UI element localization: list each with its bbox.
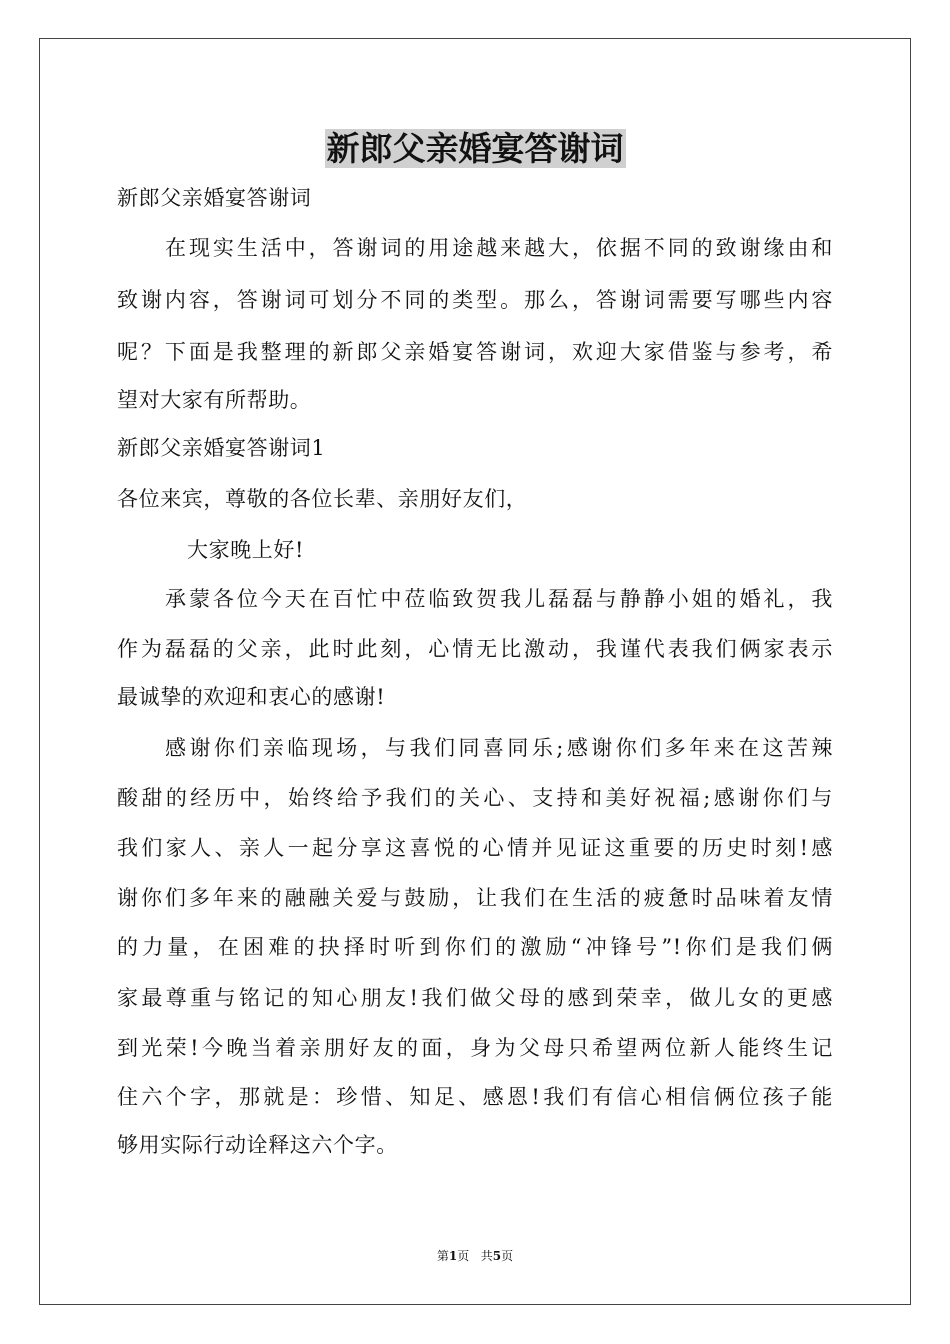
title-highlight: 新郎父亲婚宴答谢词 bbox=[326, 129, 624, 168]
paragraph-1-line: 最诚挚的欢迎和衷心的感谢! bbox=[117, 685, 386, 709]
paragraph-2-line: 我们家人、亲人一起分享这喜悦的心情并见证这重要的历史时刻!感 bbox=[117, 836, 833, 860]
paragraph-2-line: 家最尊重与铭记的知心朋友!我们做父母的感到荣幸，做儿女的更感 bbox=[117, 986, 833, 1010]
paragraph-2-line: 酸甜的经历中，始终给予我们的关心、支持和美好祝福;感谢你们与 bbox=[117, 786, 833, 810]
paragraph-2-line: 的力量，在困难的抉择时听到你们的激励“冲锋号”!你们是我们俩 bbox=[117, 935, 833, 959]
footer-page-prefix: 第 bbox=[436, 1249, 449, 1263]
paragraph-2-line: 谢你们多年来的融融关爱与鼓励，让我们在生活的疲惫时品味着友情 bbox=[117, 886, 833, 910]
intro-line: 致谢内容，答谢词可划分不同的类型。那么，答谢词需要写哪些内容 bbox=[117, 288, 833, 312]
page-border bbox=[39, 38, 911, 1305]
subtitle: 新郎父亲婚宴答谢词 bbox=[117, 186, 312, 210]
greeting: 大家晚上好! bbox=[187, 538, 305, 562]
section-heading: 新郎父亲婚宴答谢词1 bbox=[117, 436, 326, 460]
footer-page-number: 1 bbox=[448, 1249, 458, 1263]
document-title bbox=[0, 126, 950, 172]
paragraph-2-line: 感谢你们亲临现场，与我们同喜同乐;感谢你们多年来在这苦辣 bbox=[165, 736, 833, 760]
paragraph-1-line: 承蒙各位今天在百忙中莅临致贺我儿磊磊与静静小姐的婚礼，我 bbox=[165, 587, 833, 611]
salutation: 各位来宾，尊敬的各位长辈、亲朋好友们， bbox=[117, 487, 528, 511]
paragraph-2-line: 住六个字，那就是：珍惜、知足、感恩!我们有信心相信俩位孩子能 bbox=[117, 1085, 833, 1109]
intro-line: 呢？下面是我整理的新郎父亲婚宴答谢词，欢迎大家借鉴与参考，希 bbox=[117, 340, 833, 364]
intro-line: 在现实生活中，答谢词的用途越来越大，依据不同的致谢缘由和 bbox=[165, 236, 833, 260]
footer-total-suffix: 页 bbox=[501, 1249, 514, 1263]
intro-line: 望对大家有所帮助。 bbox=[117, 388, 312, 412]
footer-total-prefix: 共 bbox=[480, 1249, 493, 1263]
paragraph-2-line: 够用实际行动诠释这六个字。 bbox=[117, 1133, 398, 1157]
footer-total-pages: 5 bbox=[492, 1249, 502, 1263]
page-footer bbox=[0, 1247, 950, 1265]
paragraph-2-line: 到光荣!今晚当着亲朋好友的面，身为父母只希望两位新人能终生记 bbox=[117, 1036, 833, 1060]
paragraph-1-line: 作为磊磊的父亲，此时此刻，心情无比激动，我谨代表我们俩家表示 bbox=[117, 637, 833, 661]
footer-page-suffix: 页 bbox=[457, 1249, 470, 1263]
